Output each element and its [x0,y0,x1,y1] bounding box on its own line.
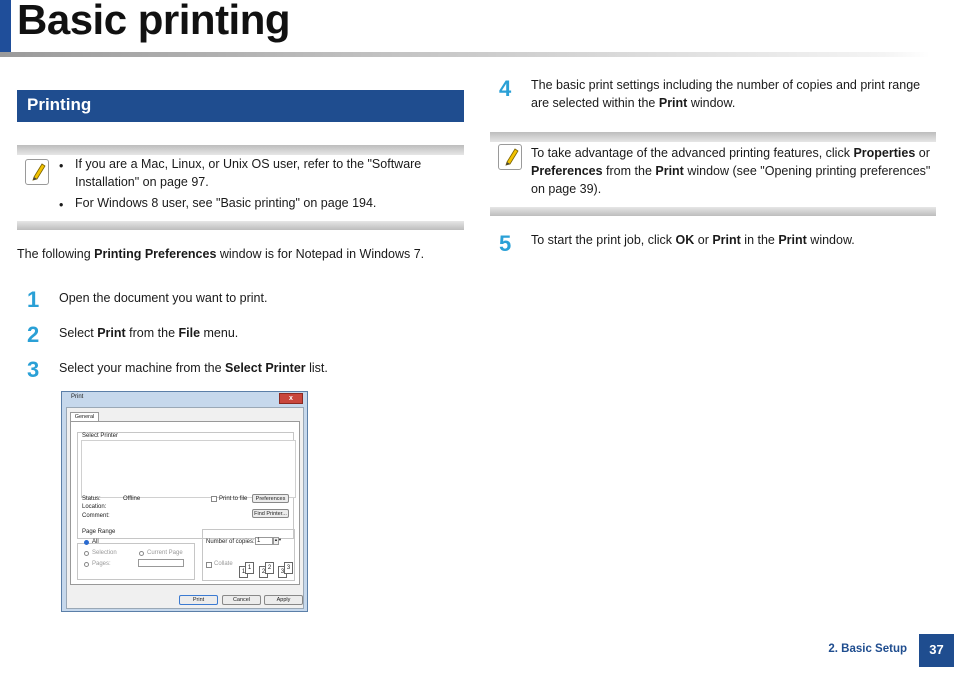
tab-general[interactable]: General [70,412,99,422]
collate-checkbox[interactable] [206,562,212,568]
pages-radio[interactable] [84,562,89,567]
step-5-text: To start the print job, click OK or Print in the Print window. [531,233,855,247]
location-label: Location: [82,504,107,510]
title-rule [0,52,930,57]
general-tab-panel: Select Printer Status: Offline Location: Comment: Print to file Preferences Find Printer... Page Range All Selection Current Page Pages: Number of copies: 1 ▲▼ Collate 1 1 2 2 3 3 [70,421,300,585]
section-title: Printing [27,95,92,114]
note1-bullet-marker: • [59,198,64,212]
page-number: 37 [919,634,954,667]
note-box-1 [17,145,464,230]
all-label: All [92,539,99,545]
copies-label: Number of copies: [206,539,255,545]
preferences-button[interactable]: Preferences [252,494,289,503]
note2-text: To take advantage of the advanced printing features, click Properties or Preferences from the Print window (see "Opening printing preferences" on page 39). [531,146,931,196]
dialog-title: Print [71,394,84,400]
note-bottom-border [490,207,936,216]
find-printer-button[interactable]: Find Printer... [252,509,289,518]
copies-input[interactable]: 1 [255,537,273,545]
printer-list[interactable] [81,440,296,498]
page-title: Basic printing [17,0,291,43]
select-printer-label: Select Printer [82,433,119,439]
pages-label: Pages: [92,561,111,567]
apply-button[interactable]: Apply [264,595,303,605]
header-accent-bar [0,0,11,52]
all-radio[interactable] [84,540,89,545]
step-1-text: Open the document you want to print. [59,291,268,305]
footer-chapter-label: 2. Basic Setup [828,643,907,655]
current-page-label: Current Page [147,550,183,556]
print-dialog [61,391,308,612]
note-top-border [17,145,464,155]
status-label: Status: [82,496,101,502]
intro-paragraph: The following Printing Preferences window is for Notepad in Windows 7. [17,247,425,261]
note1-bullet-marker: • [59,159,64,173]
print-to-file-checkbox[interactable] [211,496,217,502]
print-button[interactable]: Print [179,595,218,605]
step-number-1: 1 [27,287,40,312]
comment-label: Comment: [82,513,110,519]
copies-stepper[interactable]: ▲▼ [273,537,279,545]
pencil-note-icon [498,144,522,170]
status-value: Offline [123,496,141,502]
note1-bullet-2: For Windows 8 user, see "Basic printing" on page 194. [75,196,377,210]
close-icon[interactable]: x [279,393,303,404]
note-top-border [490,132,936,142]
step-number-2: 2 [27,322,40,347]
step-4-text: The basic print settings including the number of copies and print range are selected within the Print window. [531,78,921,110]
print-to-file-label: Print to file [219,496,248,502]
collate-label: Collate [214,561,233,567]
page-range-label: Page Range [82,529,116,535]
selection-label: Selection [92,550,117,556]
note-bottom-border [17,221,464,230]
step-number-5: 5 [499,231,512,256]
pages-input[interactable] [138,559,184,567]
step-number-3: 3 [27,357,40,382]
dialog-body [66,407,304,609]
step-number-4: 4 [499,76,512,101]
note-box-2 [490,132,936,216]
current-page-radio[interactable] [139,551,144,556]
selection-radio[interactable] [84,551,89,556]
pencil-note-icon [25,159,49,185]
step-3-text: Select your machine from the Select Printer list. [59,361,328,375]
step-2-text: Select Print from the File menu. [59,326,239,340]
cancel-button[interactable]: Cancel [222,595,261,605]
note1-bullet-1: If you are a Mac, Linux, or Unix OS user, refer to the "Software Installation" on page 97. [75,157,422,189]
